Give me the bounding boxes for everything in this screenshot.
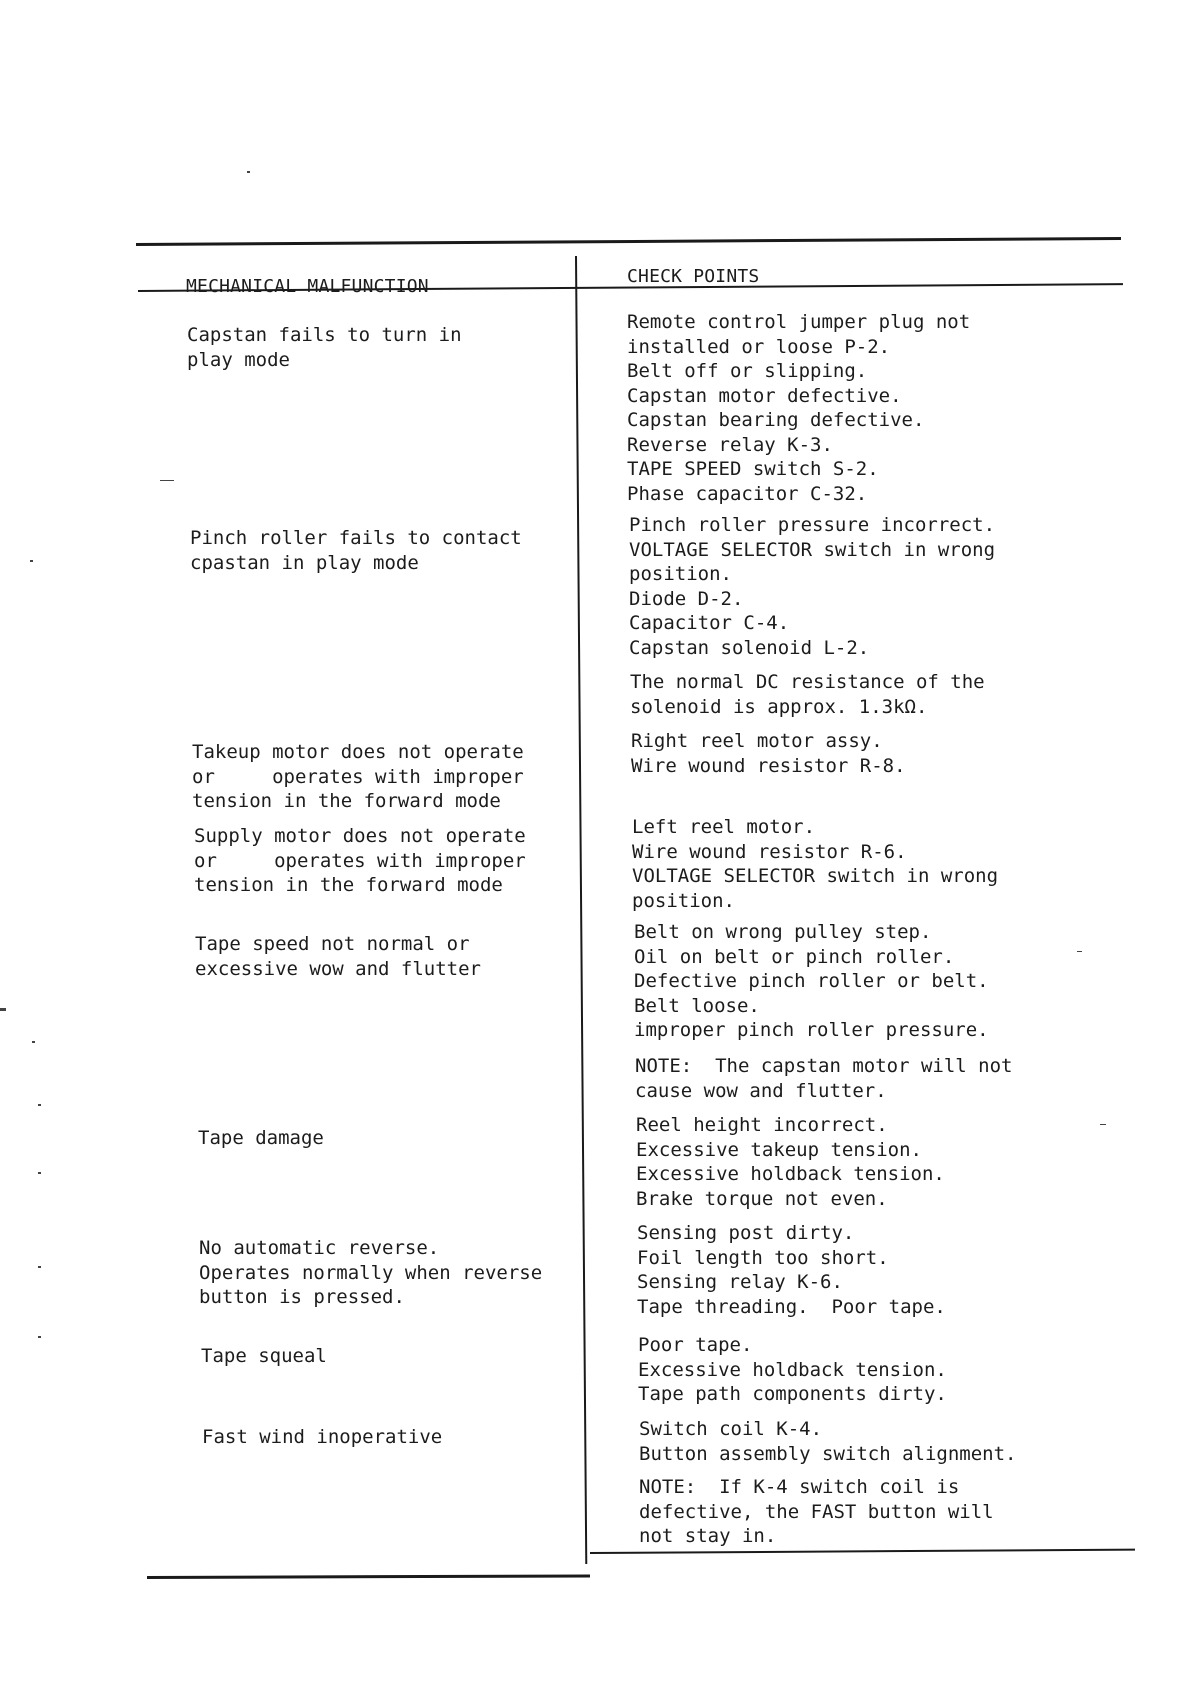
header-mechanical-malfunction: MECHANICAL MALFUNCTION: [186, 276, 429, 297]
scan-speck: [1100, 1124, 1106, 1125]
check-points-cell: Reel height incorrect. Excessive takeup tension. Excessive holdback tension. Brake torque not even.: [636, 1114, 945, 1210]
header-check-points: CHECK POINTS: [627, 266, 760, 287]
scan-speck: [38, 1336, 41, 1338]
check-points-note: NOTE: The capstan motor will not cause wow and flutter.: [635, 1055, 1013, 1102]
column-divider: [575, 256, 587, 1564]
check-points-note: NOTE: If K-4 switch coil is defective, the FAST button will not stay in.: [639, 1476, 994, 1547]
scan-speck: [0, 1008, 6, 1011]
check-points-cell: Left reel motor. Wire wound resistor R-6. VOLTAGE SELECTOR switch in wrong position.: [632, 816, 999, 912]
table-bottom-rule-left: [147, 1574, 590, 1579]
malfunction-cell: Takeup motor does not operate or operates with improper tension in the forward mode: [192, 741, 524, 812]
scan-speck: [38, 1104, 41, 1106]
check-points-cell: Switch coil K-4. Button assembly switch alignment.: [639, 1418, 1017, 1465]
scan-speck: [247, 171, 250, 173]
check-points-note: The normal DC resistance of the solenoid is approx. 1.3kΩ.: [630, 671, 985, 718]
scan-speck: [32, 1041, 35, 1043]
table-bottom-rule-right: [590, 1549, 1135, 1554]
malfunction-cell: No automatic reverse. Operates normally when reverse button is pressed.: [199, 1237, 543, 1308]
scan-speck: [30, 560, 33, 562]
malfunction-cell: Supply motor does not operate or operates with improper tension in the forward mode: [194, 825, 526, 896]
malfunction-cell: Tape damage: [198, 1127, 324, 1149]
check-points-cell: Right reel motor assy. Wire wound resistor R-8.: [631, 730, 906, 777]
check-points-cell: Poor tape. Excessive holdback tension. Tape path components dirty.: [638, 1334, 947, 1405]
scan-speck: [160, 480, 174, 481]
check-points-cell: Sensing post dirty. Foil length too short. Sensing relay K-6. Tape threading. Poor tape.: [637, 1222, 946, 1318]
malfunction-cell: Fast wind inoperative: [202, 1426, 443, 1448]
malfunction-cell: Tape speed not normal or excessive wow and flutter: [195, 933, 481, 980]
check-points-cell: Pinch roller pressure incorrect. VOLTAGE SELECTOR switch in wrong position. Diode D-2. Capacitor C-4. Capstan solenoid L-2.: [629, 514, 996, 659]
malfunction-cell: Pinch roller fails to contact cpastan in play mode: [190, 527, 522, 574]
table-top-rule: [136, 237, 1121, 246]
malfunction-cell: Capstan fails to turn in play mode: [187, 324, 462, 371]
scan-speck: [38, 1266, 41, 1268]
scan-speck: [1077, 951, 1082, 952]
check-points-cell: Belt on wrong pulley step. Oil on belt or pinch roller. Defective pinch roller or belt. Belt loose. improper pinch roller pressure.: [634, 921, 989, 1041]
scan-speck: [38, 1172, 41, 1174]
malfunction-cell: Tape squeal: [201, 1345, 327, 1367]
check-points-cell: Remote control jumper plug not installed or loose P-2. Belt off or slipping. Capstan motor defective. Capstan bearing defective. Reverse relay K-3. TAPE SPEED switch S-2. Phase capacitor C-32.: [627, 311, 971, 505]
